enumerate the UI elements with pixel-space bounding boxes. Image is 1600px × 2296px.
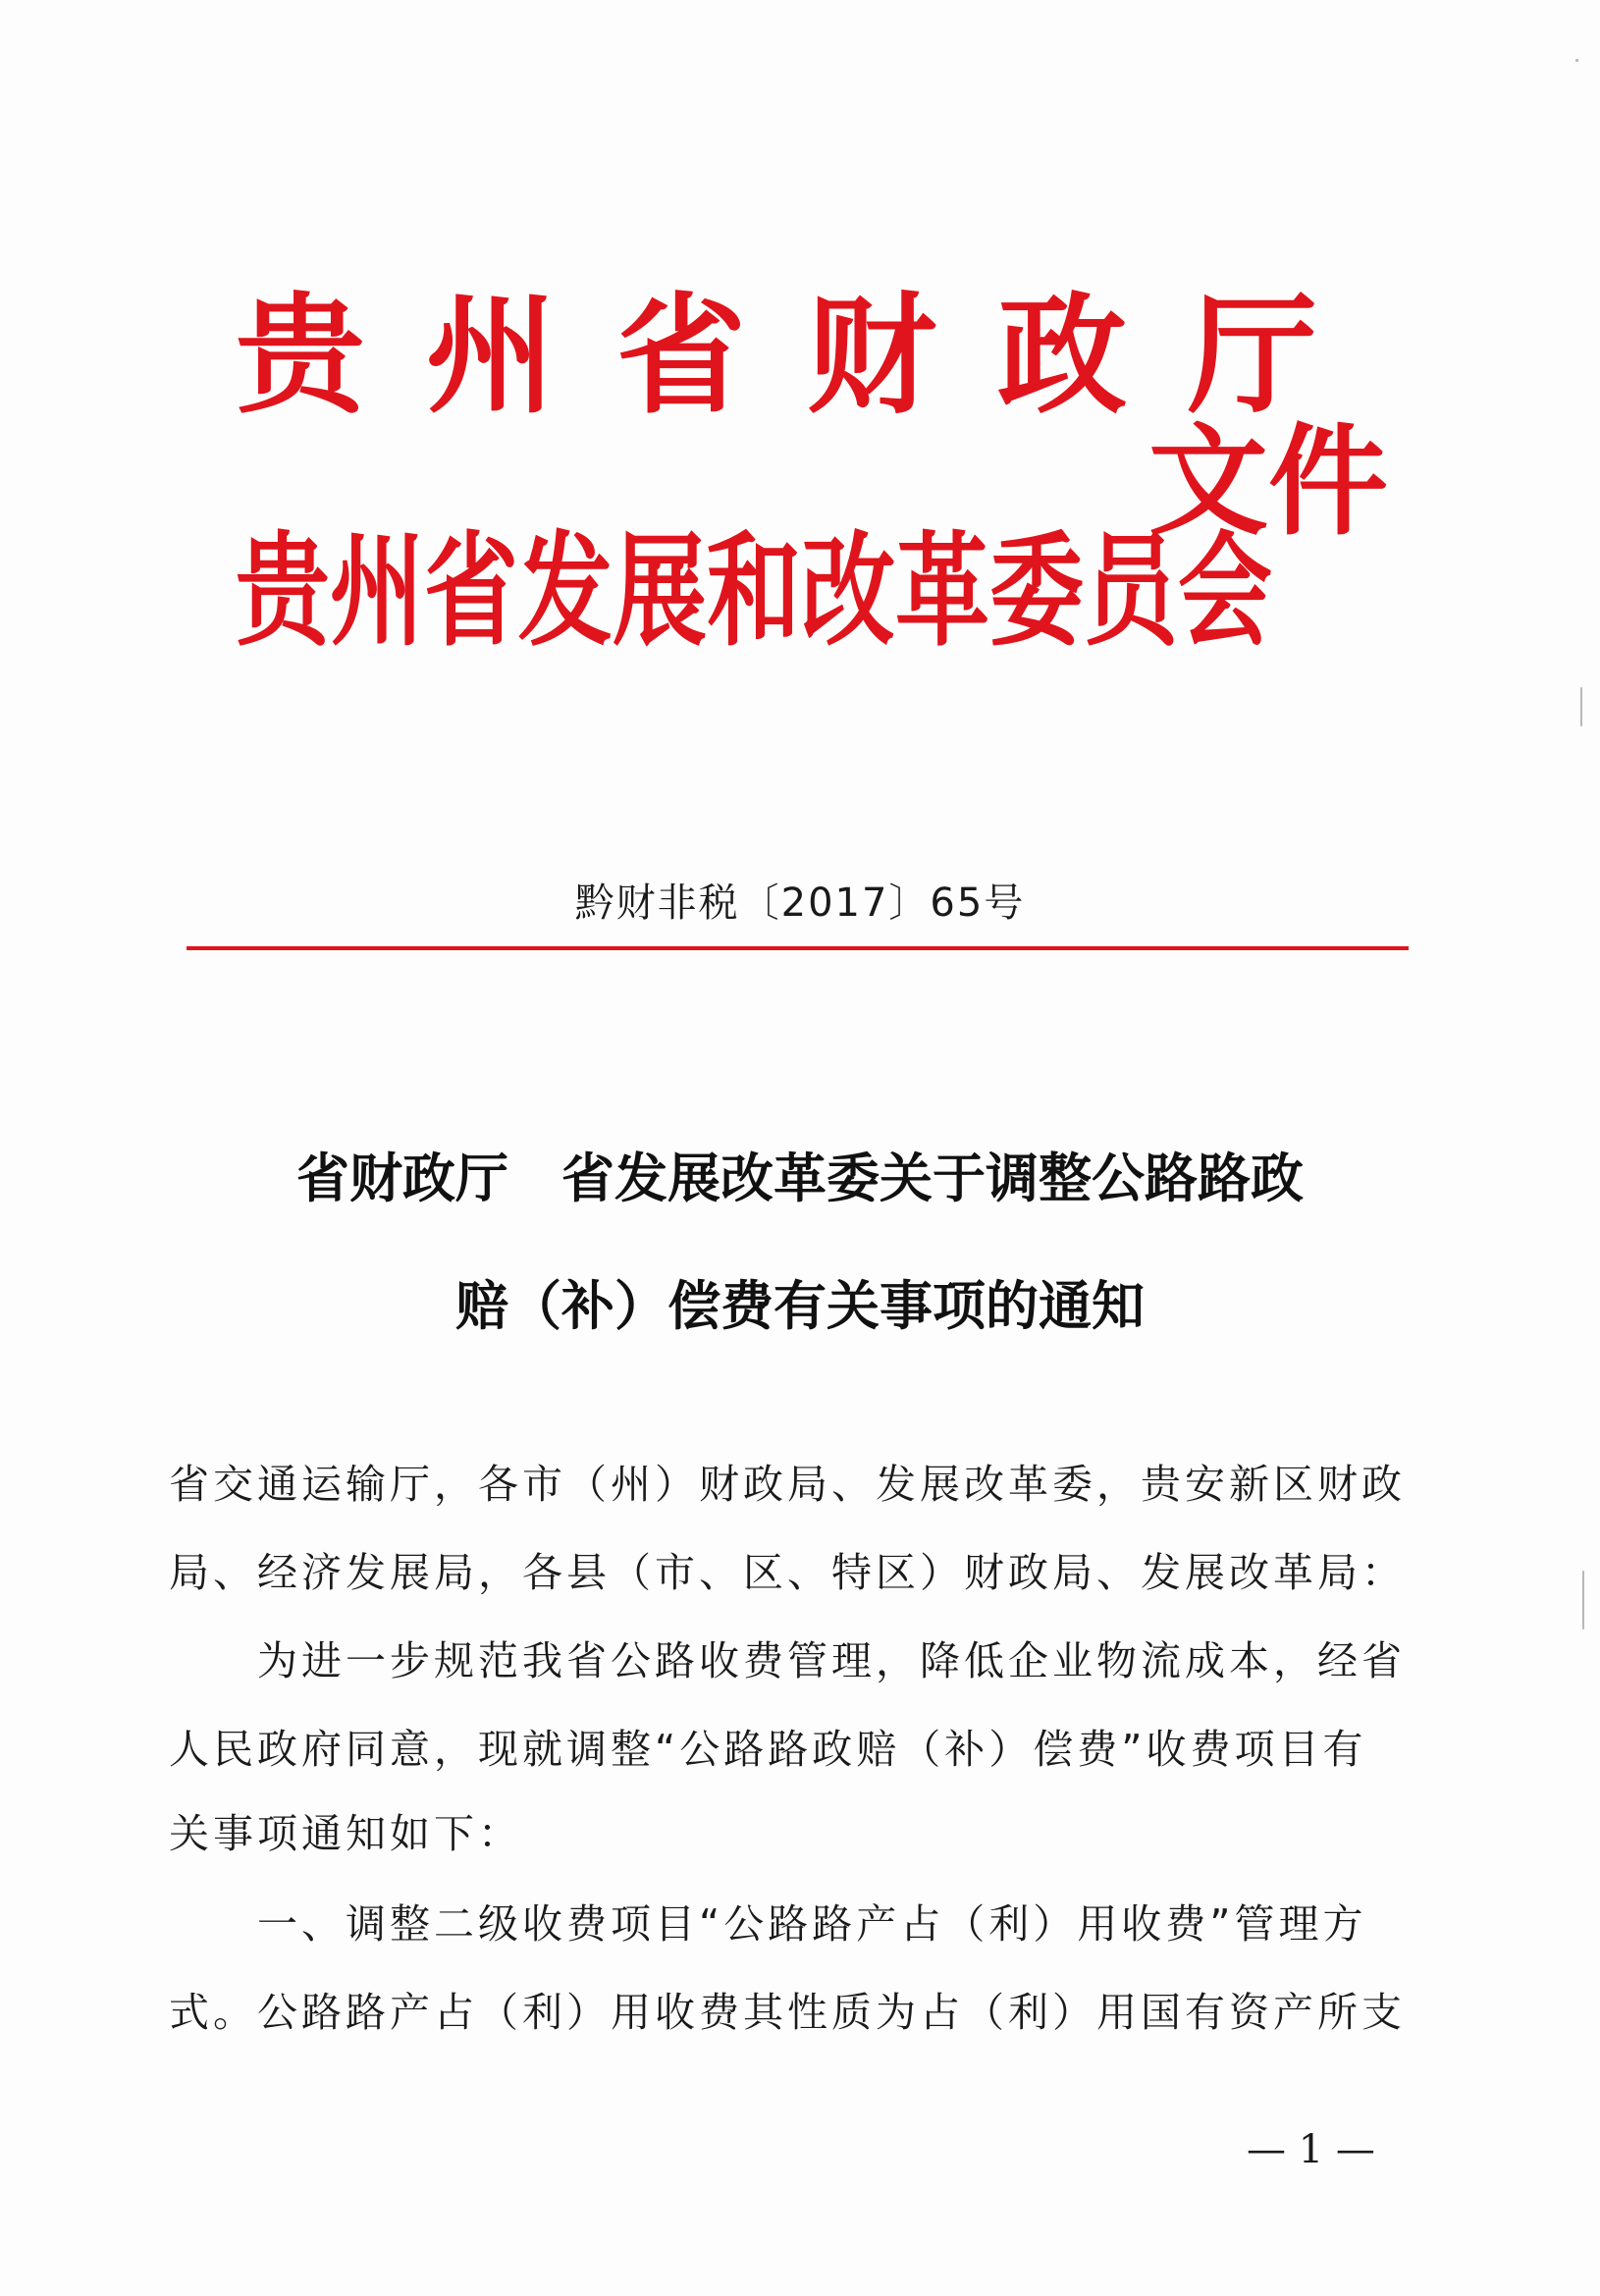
body-line: 一、调整二级收费项目“公路路产占（利）用收费”管理方 [169,1900,1367,1948]
body-line: 式。公路路产占（利）用收费其性质为占（利）用国有资产所支 [169,1989,1406,2036]
scan-edge-mark [1582,1571,1584,1629]
body-line: 关事项通知如下： [169,1810,522,1857]
body-line: 省交通运输厅，各市（州）财政局、发展改革委，贵安新区财政 [169,1461,1406,1508]
issuer-line-finance-dept: 贵州省财政厅 [236,280,1378,432]
body-line: 为进一步规范我省公路收费管理，降低企业物流成本，经省 [169,1637,1406,1684]
document-title-line-1: 省财政厅 省发展改革委关于调整公路路政 [296,1147,1304,1209]
issuer-line-development-reform-commission: 贵州省发展和改革委员会 [236,518,1272,664]
document-title-line-2: 赔（补）偿费有关事项的通知 [455,1274,1145,1337]
scan-edge-mark [1580,687,1582,726]
body-line: 局、经济发展局，各县（市、区、特区）财政局、发展改革局： [169,1549,1406,1596]
scan-speck [1575,59,1578,62]
page-number: — 1 — [1247,2127,1375,2172]
issuer-suffix-document: 文件 [1148,410,1388,552]
body-line: 人民政府同意，现就调整“公路路政赔（补）偿费”收费项目有 [169,1726,1367,1773]
document-number: 黔财非税〔2017〕65号 [574,881,1026,926]
red-separator-line [187,946,1409,950]
